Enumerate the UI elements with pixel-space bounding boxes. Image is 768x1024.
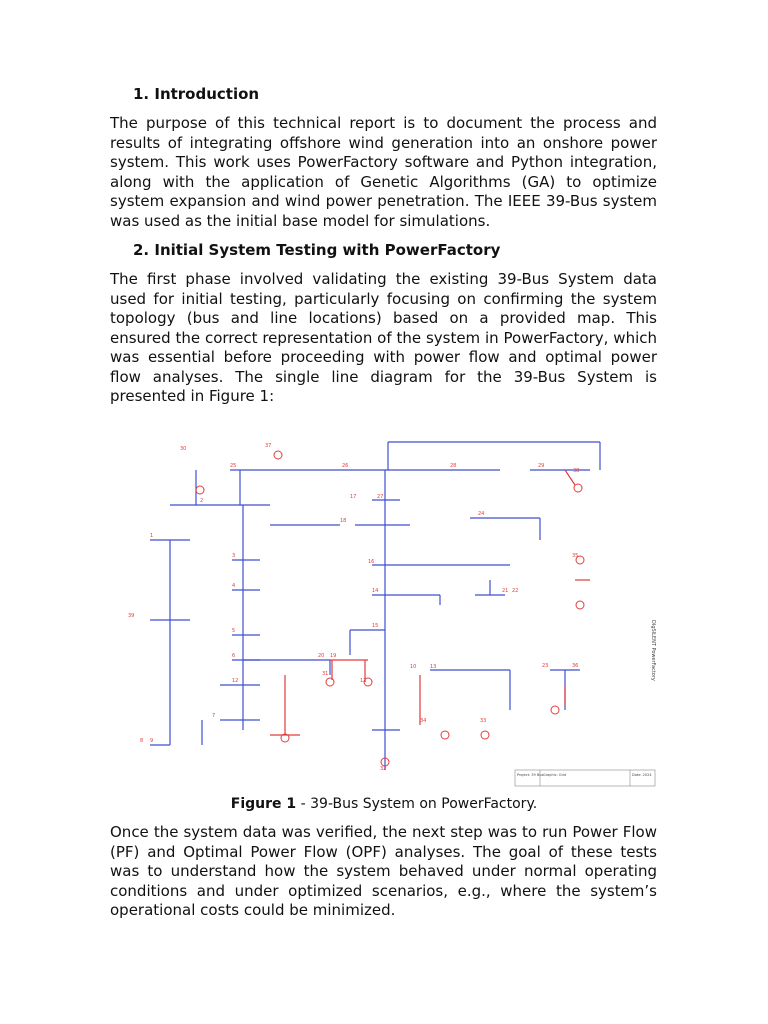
bus-number-label: 35 xyxy=(572,553,579,559)
title-block-graphic: Graphic: Grid xyxy=(543,773,567,777)
bus-number-label: 21 xyxy=(502,588,509,594)
title-block-date: Date: 2024 xyxy=(632,773,652,777)
bus-number-label: 37 xyxy=(265,443,272,449)
bus-number-label: 24 xyxy=(478,511,485,517)
bus-number-label: 9 xyxy=(150,738,154,744)
section-heading-initial-testing: 2. Initial System Testing with PowerFactory xyxy=(133,241,501,259)
bus-number-label: 26 xyxy=(342,463,349,469)
bus-number-label: 17 xyxy=(350,494,357,500)
figure-caption-label: Figure 1 xyxy=(230,796,297,812)
bus-number-label: 39 xyxy=(128,613,135,619)
title-block-project: Project: 39 Bus xyxy=(517,773,544,777)
generator-lines xyxy=(270,470,590,735)
bus-number-label: 10 xyxy=(410,664,417,670)
bus-number-label: 13 xyxy=(430,664,437,670)
bus-number-label: 7 xyxy=(212,713,216,719)
bus-number-label: 31 xyxy=(322,671,329,677)
bus-number-label: 30 xyxy=(180,446,187,452)
figure-caption-text: - 39-Bus System on PowerFactory. xyxy=(296,796,538,812)
bus-number-label: 28 xyxy=(450,463,457,469)
generator-symbols xyxy=(196,451,584,766)
single-line-diagram xyxy=(110,420,659,790)
bus-number-label: 29 xyxy=(538,463,545,469)
bus-number-label: 19 xyxy=(330,653,337,659)
bus-number-label: 25 xyxy=(230,463,237,469)
network-lines xyxy=(150,442,600,770)
bus-number-label: 8 xyxy=(140,738,144,744)
bus-number-label: 18 xyxy=(340,518,347,524)
bus-number-label: 33 xyxy=(480,718,487,724)
bus-number-label: 20 xyxy=(318,653,325,659)
bus-number-label: 23 xyxy=(542,663,549,669)
closing-paragraph: Once the system data was verified, the next step was to run Power Flow (PF) and Optimal Power Flow (OPF) analyses. The goal of these tests was to understand how the system behaved under normal operating conditions and under optimized scenarios, e.g., where the system’s operational costs could be minimized. xyxy=(110,823,657,919)
section-heading-introduction: 1. Introduction xyxy=(133,85,260,103)
bus-number-label: 3 xyxy=(232,553,236,559)
bus-number-label: 32 xyxy=(380,766,387,772)
bus-number-label: 34 xyxy=(420,718,427,724)
bus-number-label: 14 xyxy=(372,588,379,594)
initial-testing-paragraph: The first phase involved validating the existing 39-Bus System data used for initial testing, particularly focusing on confirming the system topology (bus and line locations) based on a provided map. This ensured the correct representation of the system in PowerFactory, which was essential before proceeding with power flow and optimal power flow analyses. The single line diagram for the 39-Bus System is presented in Figure 1: xyxy=(110,270,657,405)
bus-number-label: 38 xyxy=(573,468,580,474)
bus-number-label: 12 xyxy=(232,678,239,684)
bus-number-label: 16 xyxy=(368,559,375,565)
diagram-canvas xyxy=(110,420,659,790)
side-label: DIgSILENT PowerFactory xyxy=(650,620,656,681)
figure-caption xyxy=(0,796,768,812)
bus-number-label: 22 xyxy=(512,588,519,594)
bus-number-label: 6 xyxy=(232,653,236,659)
bus-number-label: 27 xyxy=(377,494,384,500)
bus-number-label: 15 xyxy=(372,623,379,629)
bus-number-label: 5 xyxy=(232,628,236,634)
bus-number-label: 1 xyxy=(150,533,154,539)
bus-number-label: 36 xyxy=(572,663,579,669)
introduction-paragraph: The purpose of this technical report is to document the process and results of integrating offshore wind generation into an onshore power system. This work uses PowerFactory software and Python integration, along with the application of Genetic Algorithms (GA) to optimize system expansion and wind power penetration. The IEEE 39-Bus system was used as the initial base model for simulations. xyxy=(110,114,657,230)
bus-number-label: 11 xyxy=(360,678,367,684)
bus-number-label: 2 xyxy=(200,498,204,504)
title-block xyxy=(515,770,655,786)
bus-number-label: 4 xyxy=(232,583,236,589)
